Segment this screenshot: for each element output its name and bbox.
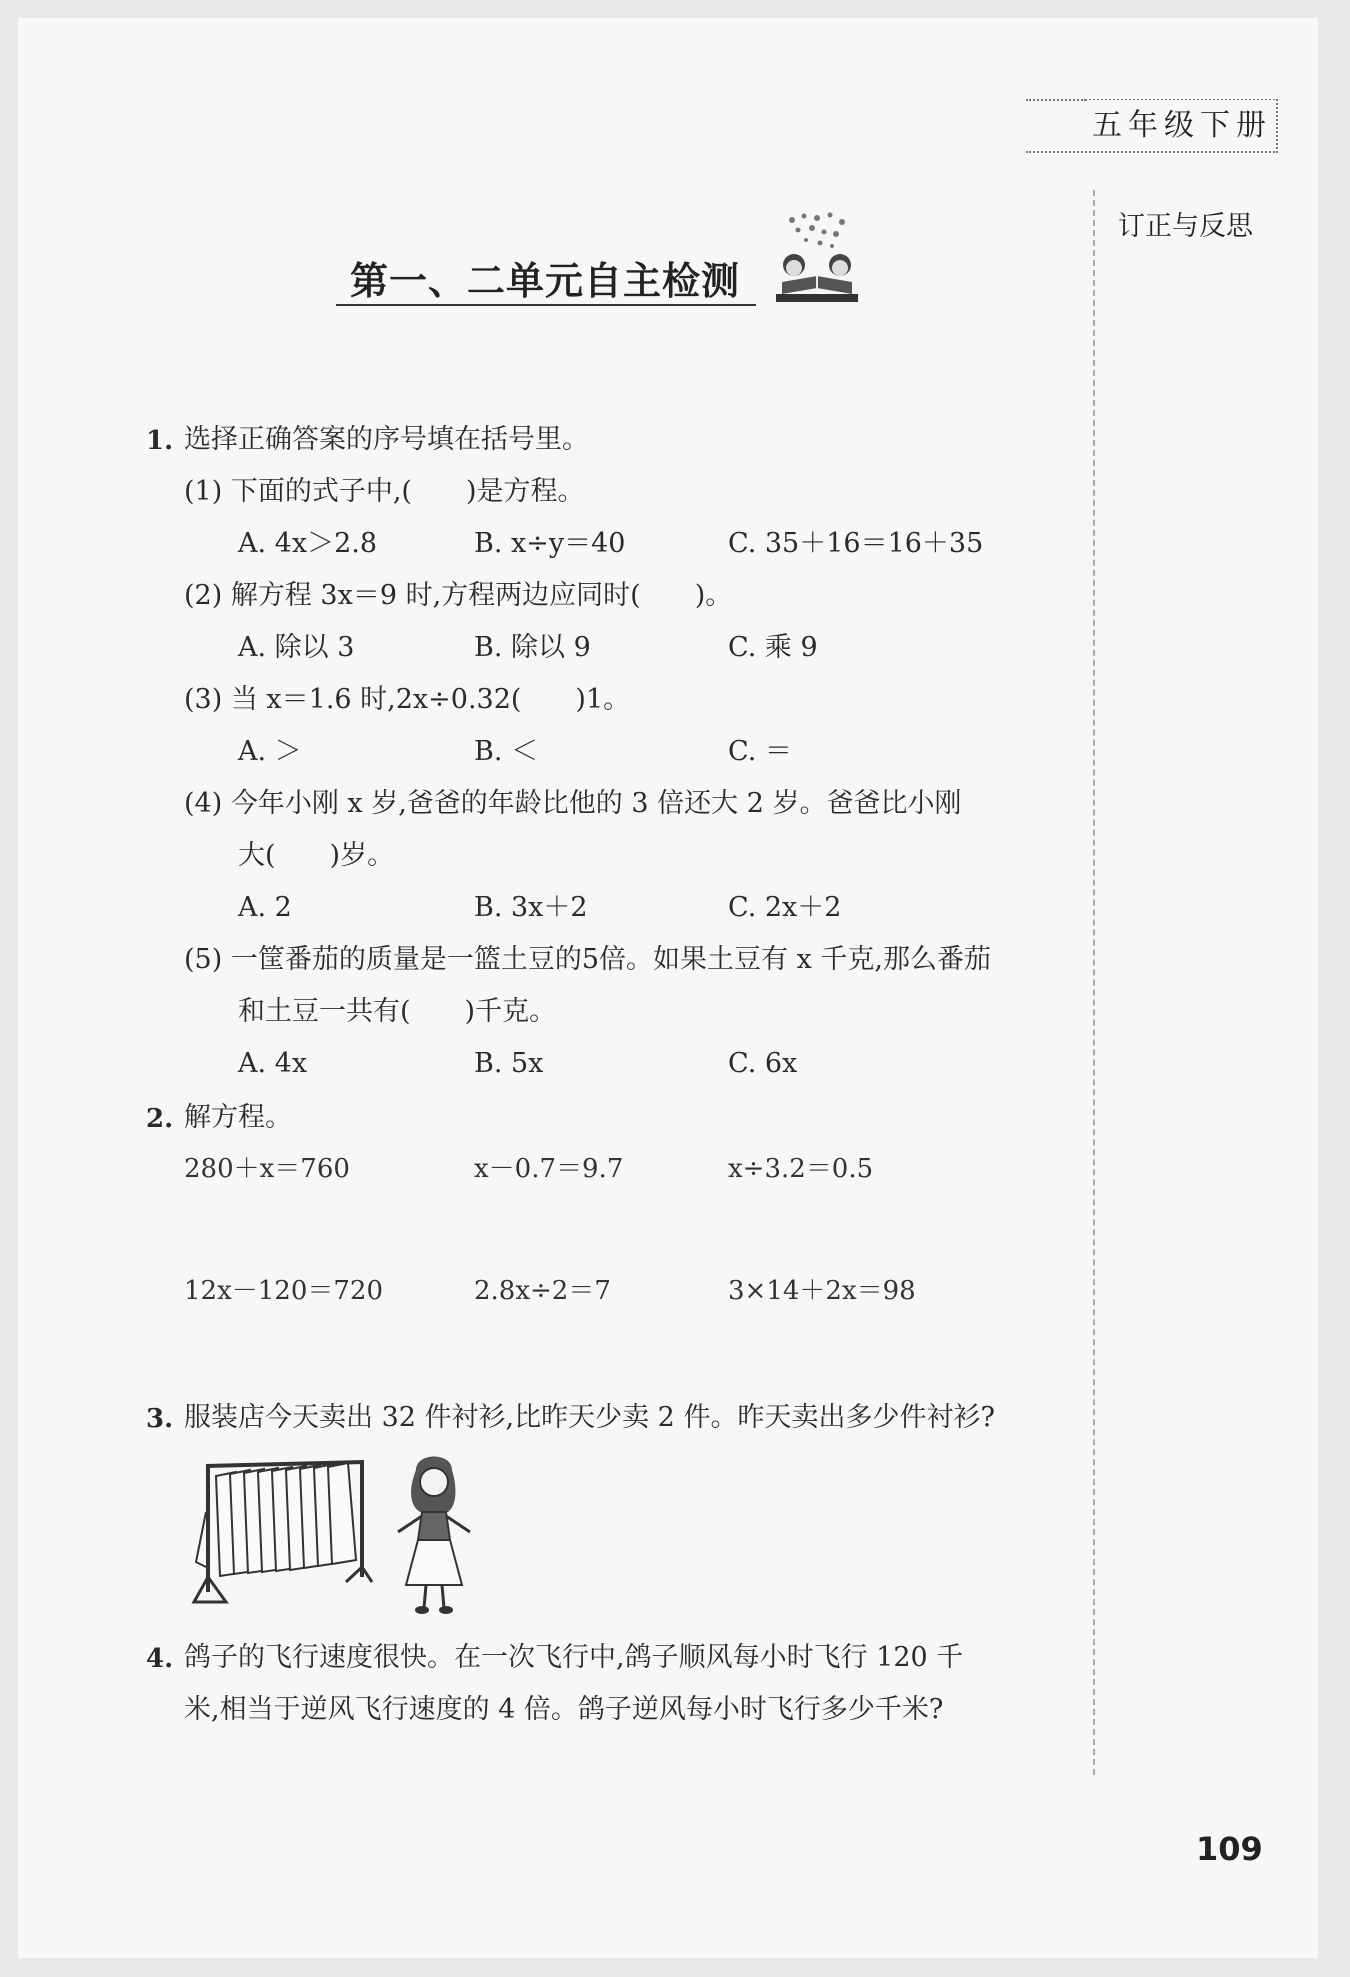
grade-label: 五年级下册 xyxy=(1088,100,1276,144)
q4-number: 4. xyxy=(146,1644,174,1674)
reading-kids-illustration xyxy=(772,210,862,305)
q1-sub5-option-a: A. 4x xyxy=(238,1048,308,1079)
q1-sub5-stem-continued: 和土豆一共有( )千克。 xyxy=(238,996,557,1027)
q2-number: 2. xyxy=(146,1104,174,1134)
equation-2: x－0.7＝9.7 xyxy=(474,1154,624,1184)
q1-sub4-option-c: C. 2x＋2 xyxy=(728,892,842,923)
q1-sub1-option-b: B. x÷y＝40 xyxy=(474,528,626,559)
q1-sub3-option-b: B. ＜ xyxy=(474,736,539,767)
equation-6: 3×14＋2x＝98 xyxy=(728,1276,916,1306)
q4-line-2: 米,相当于逆风飞行速度的 4 倍。鸽子逆风每小时飞行多少千米? xyxy=(184,1694,944,1725)
q1-sub5-option-b: B. 5x xyxy=(474,1048,544,1079)
q1-text: 选择正确答案的序号填在括号里。 xyxy=(184,424,589,455)
q1-sub1-stem: (1) 下面的式子中,( )是方程。 xyxy=(184,476,585,507)
equation-5: 2.8x÷2＝7 xyxy=(474,1276,611,1306)
q4-line-1: 鸽子的飞行速度很快。在一次飞行中,鸽子顺风每小时飞行 120 千 xyxy=(184,1642,964,1673)
q1-sub1-option-c: C. 35＋16＝16＋35 xyxy=(728,528,984,559)
equation-1: 280＋x＝760 xyxy=(184,1154,350,1184)
q1-sub4-stem-continued: 大( )岁。 xyxy=(238,840,395,871)
q1-sub4-stem: (4) 今年小刚 x 岁,爸爸的年龄比他的 3 倍还大 2 岁。爸爸比小刚 xyxy=(184,788,962,819)
q3-number: 3. xyxy=(146,1404,174,1434)
page-number: 109 xyxy=(1196,1830,1263,1868)
page-title: 第一、二单元自主检测 xyxy=(350,259,741,303)
q1-sub2-stem: (2) 解方程 3x＝9 时,方程两边应同时( )。 xyxy=(184,580,733,611)
equation-3: x÷3.2＝0.5 xyxy=(728,1154,874,1184)
equation-4: 12x－120＝720 xyxy=(184,1276,383,1306)
q1-sub2-option-b: B. 除以 9 xyxy=(474,632,591,663)
q1-sub4-option-b: B. 3x＋2 xyxy=(474,892,588,923)
clothing-rack-illustration xyxy=(186,1452,376,1612)
q1-sub3-stem: (3) 当 x＝1.6 时,2x÷0.32( )1。 xyxy=(184,684,631,715)
margin-divider xyxy=(1093,190,1095,1775)
girl-illustration xyxy=(386,1450,482,1620)
correction-reflection-label: 订正与反思 xyxy=(1118,211,1253,242)
q1-sub5-option-c: C. 6x xyxy=(728,1048,798,1079)
q1-number: 1. xyxy=(146,426,174,456)
q1-sub3-option-a: A. ＞ xyxy=(238,736,302,767)
q1-sub4-option-a: A. 2 xyxy=(238,892,292,923)
q1-sub5-stem: (5) 一筐番茄的质量是一篮土豆的5倍。如果土豆有 x 千克,那么番茄 xyxy=(184,944,991,975)
q1-sub2-option-c: C. 乘 9 xyxy=(728,632,818,663)
q2-text: 解方程。 xyxy=(184,1102,292,1133)
q1-sub2-option-a: A. 除以 3 xyxy=(238,632,355,663)
q1-sub3-option-c: C. ＝ xyxy=(728,736,792,767)
q1-sub1-option-a: A. 4x＞2.8 xyxy=(238,528,378,559)
title-underline xyxy=(336,304,756,306)
q3-text: 服装店今天卖出 32 件衬衫,比昨天少卖 2 件。昨天卖出多少件衬衫? xyxy=(184,1402,995,1433)
